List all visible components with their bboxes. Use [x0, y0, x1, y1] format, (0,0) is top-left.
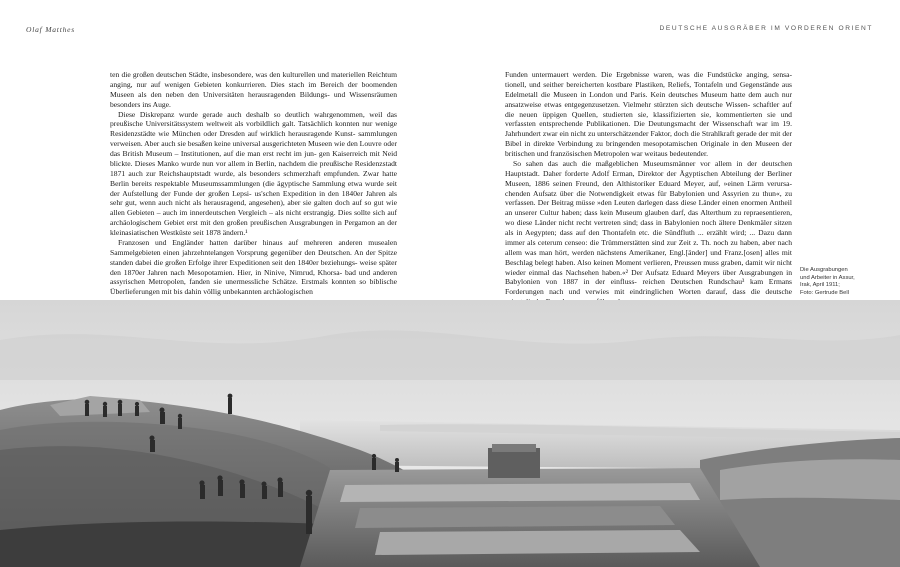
caption-line: und Arbeiter in Assur, [800, 274, 855, 281]
text-line: boomenden Museen als den neben den Universitäten herausragenden Bildungs- und [110, 79, 397, 99]
text-line: sie und verfassten entsprechende Publikationen. Die Deutungsmacht der Wissenschaft [505, 109, 792, 129]
running-head-author: Olaf Matthes [26, 25, 75, 34]
photo-caption [800, 267, 892, 298]
excavation-photo [0, 300, 900, 567]
text-line: repraesentieren, wo diese Länder nicht recht vertreten sind; dass in Babylonien noch [505, 208, 792, 228]
text-line: wie den Louvre oder das British Museum – Institutionen, auf die man erst recht im jun- [110, 139, 397, 158]
text-line: verlieren, Preussen muss graben, damit wir nicht wieder einmal das Nachsehen haben.«² [505, 257, 793, 277]
text-line: war im 19. Jahrhundert zwar ein nicht zu unterschätzender Faktor, doch die Strahlkraft [505, 119, 792, 139]
running-head-chapter-title: DEUTSCHE AUSGRÄBER IM VORDEREN ORIENT [659, 25, 873, 32]
text-line: weise später den 1870er Jahren nach Mesopotamien. Hier, in Ninive, Nimrud, Khorsa- [110, 257, 397, 277]
excavation-photo-image [0, 300, 900, 567]
text-line: preußische Universitätssystem weltweit als vorbildlich galt. Tatsächlich konnten nur [110, 119, 373, 129]
paragraph [505, 70, 792, 159]
text-line: Hauptstadt. Daher forderte Adolf Erman, Direktor der Ägyptischen Abteilung der Berliner [505, 168, 792, 178]
text-line: Museen, 1886 seinen Freund, den Althistoriker Eduard Meyer, auf, »einen Lärm verursa- [505, 178, 792, 188]
text-line: zu verfassen. Der Beitrag müsse »den Leuten darlegen dass diese Länder einen enormen [505, 188, 792, 208]
paragraph [110, 110, 397, 238]
text-line: So sahen das auch die maßgeblichen Museumsmänner vor allem in der deutschen [513, 158, 792, 168]
text-line: Sammelgebieten einen jahrzehntelangen Vorsprung gegenüber den Deutschen. An der [110, 247, 376, 257]
text-line: reichen Deutschen Rundschau³ kam Ermans Forderungen nach und verwies mit [505, 277, 792, 297]
text-line: gen Kaiserreich mit Neid blickte. Dieses Manko wurde nun vor allem in Berlin, nachdem [110, 149, 398, 168]
text-line: die preußische Residenzstadt 1871 auch zur Reichshauptstadt wurde, als besonders [110, 158, 397, 178]
text-line: angesehen), aber sie galten doch auf so gut wie allen Gebieten – auch im innerdeutschen [110, 198, 397, 218]
text-line: ältere Denkmäler sitzen als in Aegypten; dass auf den Thontafeln etc. die Sündfluth ... [505, 218, 792, 237]
text-line: erzählt wird; ... Dazu dann immer als ceterum censeo: die Trümmerstätten sind zur Zeit [505, 228, 792, 247]
text-line: eindringlichen Worten darauf, dass die deutsche [629, 287, 792, 297]
text-line: Vergleich – als nicht erstrangig. Dies sollte sich auf archäologischem Gebiet erst mit den [110, 208, 398, 228]
text-line: gerade der mit der Bibel in direkte Verbindung zu bringenden mesopotamischen Originale [505, 129, 793, 149]
text-line: wenige Residenzstädte wie München oder Dresden auf wirklich herausragende Kunst- [110, 119, 397, 139]
text-line: auch nur ansatzweise etwas entgegenzusetzen. Vielmehr stürzten sich deutsche Wissen- [505, 89, 793, 109]
text-line: (die ägyptische Sammlung etwa wurde seit der Aufstellung der Funde der großen Lepsi- [110, 178, 397, 198]
text-line: in den Museen der britischen und französischen Metropolen war weitaus bedeutender. [505, 139, 792, 158]
text-line: aus Edelmetall die Museen in London und Paris. Kein deutsches Museum hatte dem [505, 79, 792, 99]
text-line: Spitze standen dabei die großen Erfolge ihrer Expeditionen seit den 1840er beziehungs- [110, 247, 397, 267]
paragraph [505, 159, 792, 307]
text-line: ten die großen deutschen Städte, insbesondere, was den kulturellen und materiellen [110, 70, 366, 79]
left-text-column [110, 70, 397, 297]
text-line: Diese Diskrepanz wurde gerade auch deshalb so deutlich wahrgenommen, weil das [118, 109, 397, 119]
text-line: Wissensräumen besonders ins Auge. [110, 89, 397, 109]
text-line: Reichtum anging, nur auf wenigen Gebieten konkurrieren. Dies stach im Bereich der [110, 70, 397, 89]
text-line: chenden Aufsatz über die Notwendigkeit etwas für Babylonien und Assyrien zu thun«, [505, 188, 782, 198]
text-line: 1878 ändern.¹ [205, 228, 248, 237]
text-line: Franzosen und Engländer hatten darüber hinaus auf mehreren anderen musealen [118, 237, 397, 247]
text-line: Der Aufsatz Eduard Meyers über Ausgrabungen in Babylonien von 1887 in der einfluss- [505, 267, 792, 287]
paragraph [110, 70, 397, 110]
text-line: Engl.[änder] und Franz.[osen] alles mit Beschlag belegt haben. Also keinen Moment [505, 247, 792, 267]
text-line: sammlungen verweisen. Aber auch sie besaßen keine universal ausgerichteten Museen [110, 129, 397, 149]
text-line: konnten so biblische Überlieferungen mit bis dahin völlig unbekannten archäologischen [110, 277, 398, 297]
text-line: schmerzhaft empfunden. Zwar hatte Berlin bereits respektable Museumssammlungen [110, 168, 397, 188]
paragraph [110, 238, 397, 297]
caption-line: Die Ausgrabungen [800, 267, 848, 273]
text-line: schaftler auf die neuen üppigen Quellen, studierten sie, klassifizierten sie, kommentierten [505, 99, 792, 119]
text-line: us'schen Expedition in den 1840er Jahren als sehr gut, wenn auch nicht als herausragend, [110, 188, 398, 208]
text-line: Antheil an unserer Cultur haben; dass kein Museum glauben darf, das Alterthum zu [505, 198, 792, 218]
text-line: tionell, und seither bereicherten kostbare Plastiken, Reliefs, Tontafeln und Gegenstände [505, 79, 780, 89]
text-line: z. Th. noch zu haben, aber nach allem was man hört, werden nächstens Amerikaner, [505, 237, 793, 257]
right-text-column [505, 70, 792, 307]
text-line: bad und anderen assyrischen Metropolen, fanden sie unermessliche Schätze. Erstmals [110, 267, 397, 287]
caption-line: Irak, April 1911; [800, 282, 840, 289]
caption-line: Foto: Gertrude Bell [800, 290, 849, 297]
text-line: Funden untermauert werden. Die Ergebnisse waren, was die Fundstücke anging, sensa- [505, 70, 792, 79]
text-line: großen preußischen Ausgrabungen in Pergamon an der kleinasiatischen Westküste seit [110, 218, 397, 237]
